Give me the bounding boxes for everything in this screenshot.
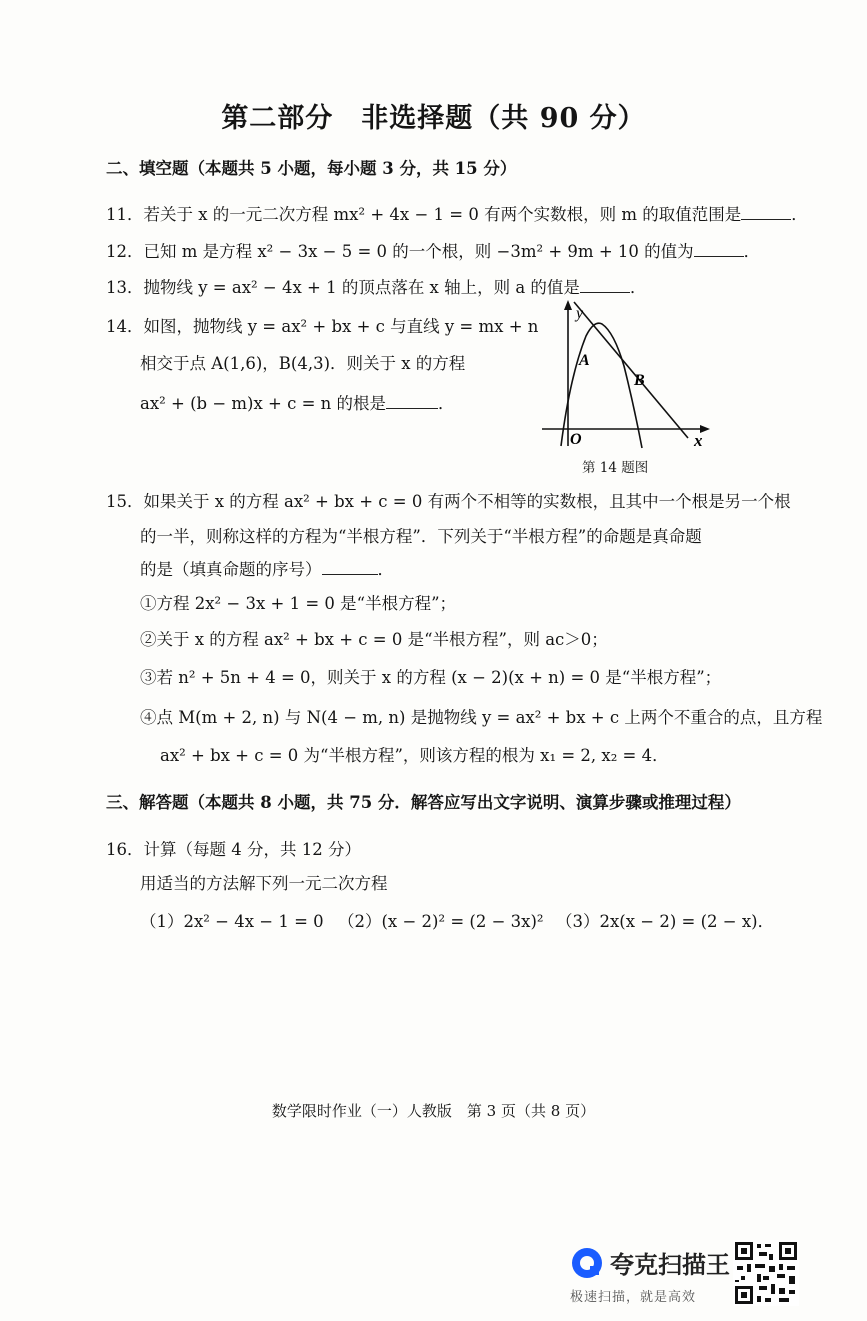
qr-code-icon bbox=[733, 1240, 799, 1306]
answer-blank bbox=[386, 394, 438, 409]
scanner-slogan: 极速扫描，就是高效 bbox=[570, 1290, 697, 1305]
question-end: ． bbox=[629, 278, 647, 297]
question-end: ． bbox=[791, 205, 808, 224]
page-footer: 数学限时作业（一）人教版 第 3 页（共 8 页） bbox=[271, 1102, 596, 1120]
question-text: 计算（每题 4 分，共 12 分） bbox=[143, 840, 361, 859]
scanner-watermark bbox=[570, 1245, 730, 1305]
label-point-b: B bbox=[634, 372, 645, 389]
figure-caption: 第 14 题图 bbox=[582, 460, 649, 476]
answer-blank bbox=[580, 278, 630, 293]
q14-figure bbox=[530, 296, 720, 478]
question-end: ． bbox=[743, 242, 761, 261]
subquestion-2: （2）(x − 2)² = (2 − 3x)² bbox=[338, 912, 544, 931]
subquestion-1: （1）2x² − 4x − 1 = 0 bbox=[140, 912, 324, 931]
question-text: 如图，抛物线 y = ax² + bx + c 与直线 y = mx + n bbox=[143, 317, 539, 336]
y-axis-arrow-icon bbox=[564, 300, 572, 310]
question-15-line3 bbox=[140, 556, 394, 580]
section-fill-in-heading: 二、填空题（本题共 5 小题，每小题 3 分，共 15 分） bbox=[106, 159, 517, 178]
answer-blank bbox=[322, 560, 378, 575]
question-number: 12． bbox=[106, 242, 144, 261]
option-1: ①方程 2x² − 3x + 1 = 0 是“半根方程”； bbox=[140, 594, 457, 613]
question-text: 的是（填真命题的序号） bbox=[140, 560, 322, 579]
question-14-line2: 相交于点 A(1,6)，B(4,3)．则关于 x 的方程 bbox=[140, 354, 466, 373]
question-end: ． bbox=[438, 394, 455, 413]
question-text: 已知 m 是方程 x² − 3x − 5 = 0 的一个根，则 −3m² + 9m + 10 的值为 bbox=[143, 242, 694, 261]
question-number: 16． bbox=[106, 840, 144, 859]
section-answer-heading: 三、解答题（本题共 8 小题，共 75 分．解答应写出文字说明、演算步骤或推理过程） bbox=[106, 793, 741, 812]
question-12 bbox=[106, 238, 760, 262]
label-y: y bbox=[576, 305, 584, 322]
answer-blank bbox=[694, 242, 744, 257]
option-4-line2: ax² + bx + c = 0 为“半根方程”，则该方程的根为 x₁ = 2, x₂ = 4． bbox=[160, 746, 669, 765]
question-14-line1 bbox=[106, 313, 538, 337]
question-number: 13． bbox=[106, 278, 144, 297]
straight-line bbox=[574, 302, 688, 438]
question-13 bbox=[106, 274, 646, 298]
question-16-head bbox=[106, 836, 361, 860]
question-text: 抛物线 y = ax² − 4x + 1 的顶点落在 x 轴上，则 a 的值是 bbox=[143, 278, 580, 297]
question-number: 11． bbox=[106, 205, 144, 224]
question-number: 15． bbox=[106, 492, 144, 511]
answer-blank bbox=[741, 205, 791, 220]
question-16-instruction: 用适当的方法解下列一元二次方程 bbox=[140, 874, 388, 893]
question-number: 14． bbox=[106, 317, 144, 336]
option-2: ②关于 x 的方程 ax² + bx + c = 0 是“半根方程”，则 ac＞0； bbox=[140, 630, 608, 649]
question-text: ax² + (b − m)x + c = n 的根是 bbox=[140, 394, 387, 413]
subquestion-3: （3）2x(x − 2) = (2 − x)． bbox=[556, 912, 775, 931]
scanner-brand: 夸克扫描王 bbox=[610, 1251, 730, 1279]
label-x: x bbox=[694, 431, 703, 450]
question-14-line3 bbox=[140, 390, 455, 414]
quark-logo-icon bbox=[570, 1246, 604, 1280]
question-end: ． bbox=[377, 560, 394, 579]
question-11 bbox=[106, 201, 808, 225]
page-title: 第二部分 非选择题（共 90 分） bbox=[221, 103, 646, 134]
label-point-a: A bbox=[579, 352, 590, 369]
question-text: 若关于 x 的一元二次方程 mx² + 4x − 1 = 0 有两个实数根，则 m 的取值范围是 bbox=[143, 205, 742, 224]
question-15-line2: 的一半，则称这样的方程为“半根方程”．下列关于“半根方程”的命题是真命题 bbox=[140, 527, 702, 546]
question-15-line1 bbox=[106, 488, 791, 512]
question-text: 如果关于 x 的方程 ax² + bx + c = 0 有两个不相等的实数根，且其中一个根是另一个根 bbox=[143, 492, 791, 511]
option-3: ③若 n² + 5n + 4 = 0，则关于 x 的方程 (x − 2)(x + n) = 0 是“半根方程”； bbox=[140, 668, 722, 687]
option-4-line1: ④点 M(m + 2, n) 与 N(4 − m, n) 是抛物线 y = ax² + bx + c 上两个不重合的点，且方程 bbox=[140, 708, 823, 727]
label-origin: O bbox=[570, 431, 582, 448]
